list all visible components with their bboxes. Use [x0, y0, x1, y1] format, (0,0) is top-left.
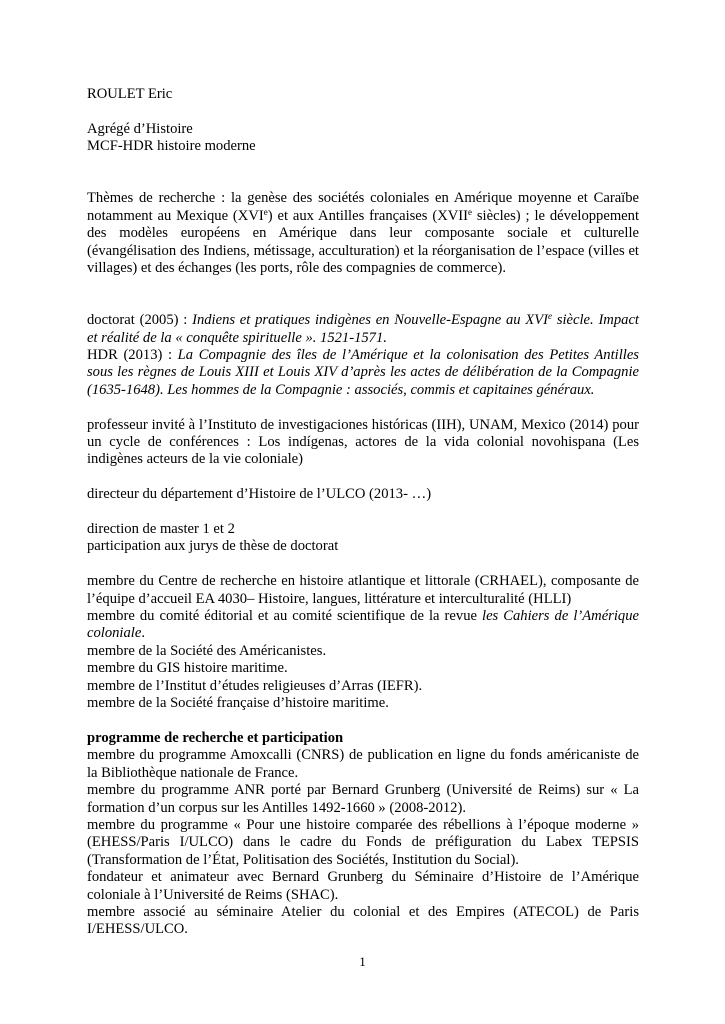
membership-crhael: membre du Centre de recherche en histoire atlantique et littorale (CRHAEL), composante de l’équipe d’accueil EA 4030– Histoire, langues, littérature et interculturalité (HLLI) — [87, 573, 639, 607]
membership-item: membre de la Société française d’histoire maritime. — [87, 695, 389, 712]
program-item: fondateur et animateur avec Bernard Grunberg du Séminaire d’Histoire de l’Amérique coloniale à l’Université de Reims (SHAC). — [87, 869, 639, 903]
membership-comite: membre du comité éditorial et au comité scientifique de la revue les Cahiers de l’Amérique coloniale. — [87, 608, 639, 642]
supervision-item: participation aux jurys de thèse de doctorat — [87, 538, 339, 555]
department-director: directeur du département d’Histoire de l’ULCO (2013- …) — [87, 486, 432, 503]
author-name: ROULET Eric — [87, 86, 173, 102]
document-page — [87, 86, 639, 939]
membership-item: membre de l’Institut d’études religieuses d’Arras (IEFR). — [87, 677, 423, 694]
program-item: membre du programme Amoxcalli (CNRS) de publication en ligne du fonds américaniste de la Bibliothèque nationale de France. — [87, 747, 639, 781]
hdr-entry: HDR (2013) : La Compagnie des îles de l’Amérique et la colonisation des Petites Antilles sous les règnes de Louis XIII et Louis XIV d’après les actes de délibération de la Compagnie (1635-1648). Les hommes de la Compagnie : associés, commis et capitaines généraux. — [87, 347, 639, 398]
doctorat-entry: doctorat (2005) : Indiens et pratiques indigènes en Nouvelle-Espagne au XVIe siècle. Impact et réalité de la « conquête spirituelle ». 1521-1571. — [87, 311, 639, 346]
program-item: membre associé au séminaire Atelier du colonial et des Empires (ATECOL) de Paris I/EHESS/ULCO. — [87, 903, 639, 938]
author-position: MCF-HDR histoire moderne — [87, 138, 256, 155]
page-number: 1 — [359, 954, 366, 969]
research-themes: Thèmes de recherche : la genèse des sociétés coloniales en Amérique moyenne et Caraïbe notamment au Mexique (XVIe) et aux Antilles françaises (XVIIe siècles) ; le développement des modèles européens en Amérique dans leur composante sociale et culturelle (évangélisation des Indiens, métissage, acculturation) et la réorganisation de l’espace (villes et villages) et des échanges (les ports, rôle des compagnies de commerce). — [87, 190, 640, 277]
supervision-item: direction de master 1 et 2 — [87, 521, 235, 538]
programs-heading: programme de recherche et participation — [87, 729, 344, 746]
program-item: membre du programme ANR porté par Bernard Grunberg (Université de Reims) sur « La formation d’un corpus sur les Antilles 1492-1660 » (2008-2012). — [87, 782, 639, 816]
program-item: membre du programme « Pour une histoire comparée des rébellions à l’époque moderne » (EHESS/Paris I/ULCO) dans le cadre du Fonds de préfiguration du Labex TEPSIS (Transformation de l’État, Politisation des Sociétés, Institution du Social). — [87, 816, 639, 868]
author-title: Agrégé d’Histoire — [87, 120, 193, 137]
membership-item: membre du GIS histoire maritime. — [87, 660, 288, 677]
membership-item: membre de la Société des Américanistes. — [87, 642, 327, 659]
invited-professor: professeur invité à l’Instituto de investigaciones históricas (IIH), UNAM, Mexico (2014) pour un cycle de conférences : Los indígenas, actores de la vida colonial novohispana (Les indigènes acteurs de la vie coloniale) — [87, 416, 639, 468]
